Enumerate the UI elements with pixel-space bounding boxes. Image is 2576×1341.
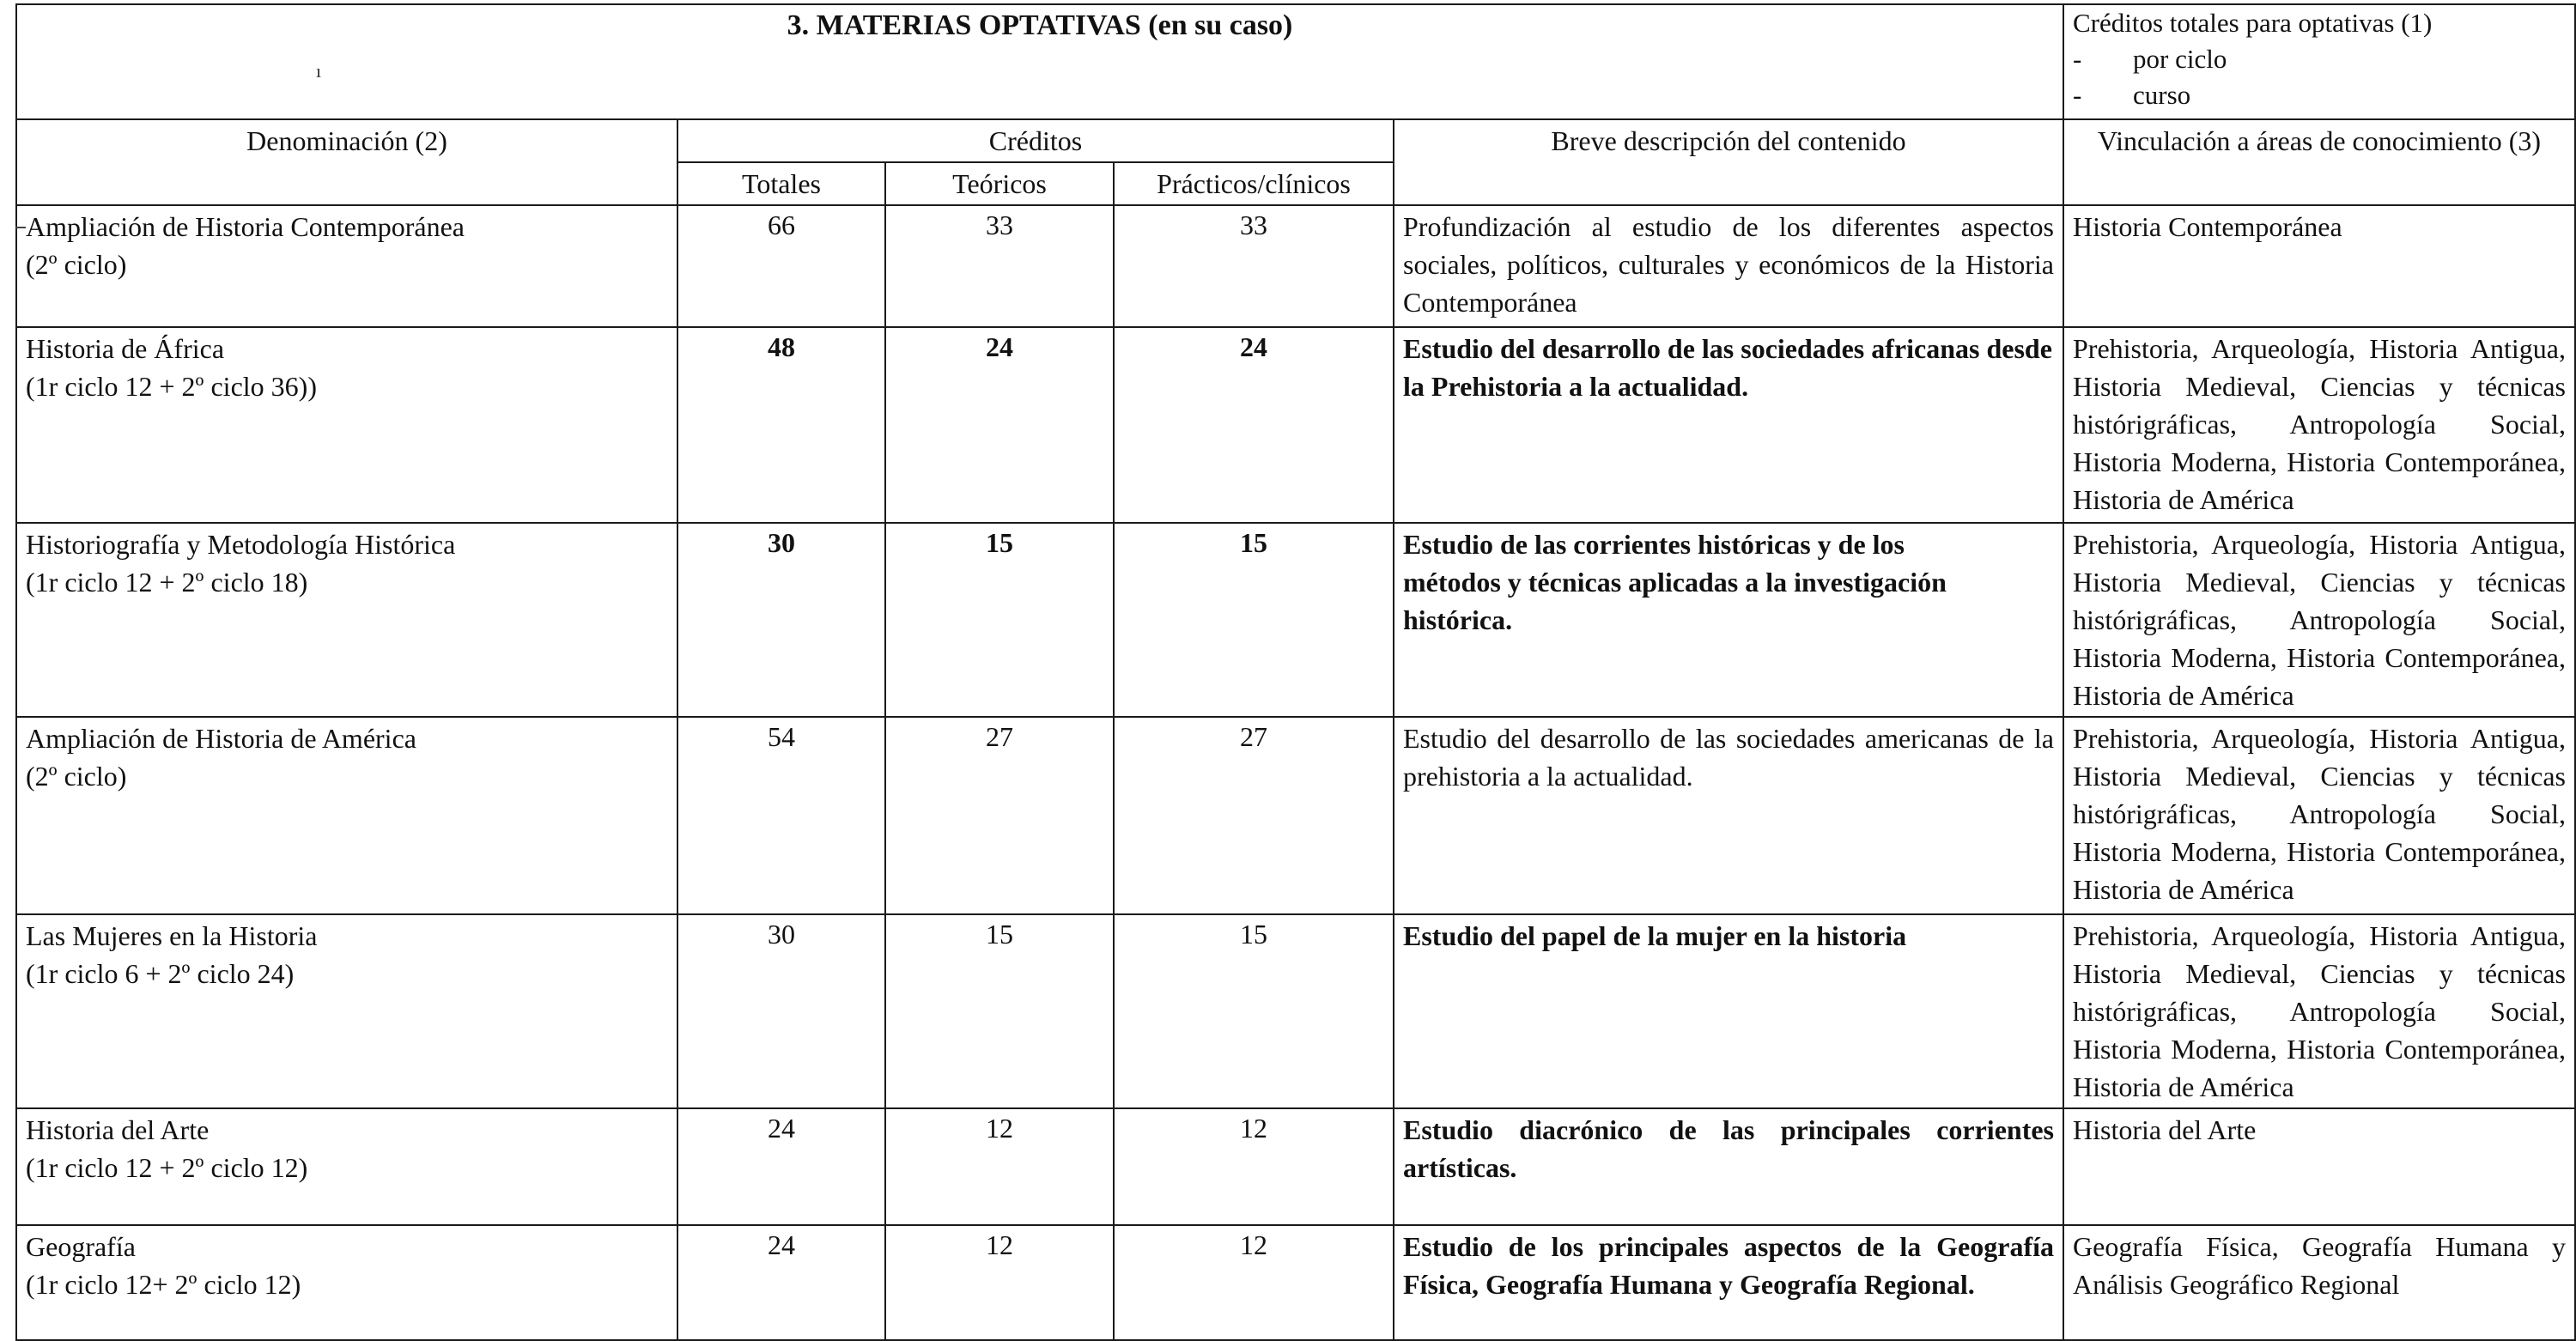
credits-teoricos: 15 (885, 523, 1114, 717)
credits-item (2073, 77, 2566, 113)
title-row (16, 4, 2575, 119)
subject-name: Historia de África (26, 333, 225, 364)
credits-teoricos: 12 (885, 1225, 1114, 1340)
description: Estudio de las corrientes históricas y de los métodos y técnicas aplicadas a la investigación histórica. (1394, 523, 2063, 717)
subject-cycle: (2º ciclo) (26, 761, 127, 792)
credits-totales: 24 (677, 1108, 885, 1225)
credits-totales: 54 (677, 717, 885, 914)
description: Estudio del desarrollo de las sociedades americanas de la prehistoria a la actualidad. (1394, 717, 2063, 914)
credits-totales: 30 (677, 914, 885, 1108)
credits-practicos: 15 (1114, 523, 1394, 717)
knowledge-areas: Prehistoria, Arqueología, Historia Antigua, Historia Medieval, Ciencias y técnicas histórigráficas, Antropología Social, Historia Moderna, Historia Contemporánea, Historia de América (2063, 914, 2575, 1108)
credits-totales: 24 (677, 1225, 885, 1340)
subject-cell (16, 205, 677, 327)
credits-item-label: por ciclo (2133, 44, 2227, 74)
subject-cell (16, 1108, 677, 1225)
knowledge-areas: Geografía Física, Geografía Humana y Análisis Geográfico Regional (2063, 1225, 2575, 1340)
table-row (16, 1108, 2575, 1225)
section-title: 3. MATERIAS OPTATIVAS (en su caso) (16, 4, 2063, 119)
table-row (16, 717, 2575, 914)
table-row (16, 327, 2575, 523)
margin-mark (15, 227, 26, 228)
table-row (16, 1225, 2575, 1340)
col-descripcion: Breve descripción del contenido (1394, 119, 2063, 205)
credits-practicos: 12 (1114, 1225, 1394, 1340)
credits-practicos: 15 (1114, 914, 1394, 1108)
subject-name: Las Mujeres en la Historia (26, 920, 318, 951)
subject-name: Historiografía y Metodología Histórica (26, 529, 456, 560)
credits-teoricos: 24 (885, 327, 1114, 523)
subject-cell (16, 327, 677, 523)
credits-practicos: 33 (1114, 205, 1394, 327)
knowledge-areas: Prehistoria, Arqueología, Historia Antigua, Historia Medieval, Ciencias y técnicas histórigráficas, Antropología Social, Historia Moderna, Historia Contemporánea, Historia de América (2063, 717, 2575, 914)
description: Estudio del papel de la mujer en la historia (1394, 914, 2063, 1108)
col-vinculacion: Vinculación a áreas de conocimiento (3) (2063, 119, 2575, 205)
col-practicos: Prácticos/clínicos (1114, 162, 1394, 205)
credits-total-cell (2063, 4, 2575, 119)
header-row (16, 119, 2575, 162)
credits-total-label: Créditos totales para optativas (1) (2073, 8, 2433, 38)
col-totales: Totales (677, 162, 885, 205)
knowledge-areas: Prehistoria, Arqueología, Historia Antigua, Historia Medieval, Ciencias y técnicas histórigráficas, Antropología Social, Historia Moderna, Historia Contemporánea, Historia de América (2063, 327, 2575, 523)
subject-name: Ampliación de Historia de América (26, 723, 416, 754)
knowledge-areas: Prehistoria, Arqueología, Historia Antigua, Historia Medieval, Ciencias y técnicas histórigráficas, Antropología Social, Historia Moderna, Historia Contemporánea, Historia de América (2063, 523, 2575, 717)
credits-teoricos: 12 (885, 1108, 1114, 1225)
col-teoricos: Teóricos (885, 162, 1114, 205)
description: Profundización al estudio de los diferentes aspectos sociales, políticos, culturales y económicos de la Historia Contemporánea (1394, 205, 2063, 327)
credits-totales: 48 (677, 327, 885, 523)
credits-totales: 66 (677, 205, 885, 327)
subject-cell (16, 523, 677, 717)
credits-teoricos: 27 (885, 717, 1114, 914)
subject-cycle: (1r ciclo 12 + 2º ciclo 18) (26, 567, 308, 598)
subject-cell (16, 1225, 677, 1340)
credits-practicos: 24 (1114, 327, 1394, 523)
credits-teoricos: 15 (885, 914, 1114, 1108)
document-page (15, 3, 2574, 1305)
table-row (16, 205, 2575, 327)
description: Estudio del desarrollo de las sociedades africanas desde la Prehistoria a la actualidad. (1394, 327, 2063, 523)
subject-cell (16, 717, 677, 914)
credits-practicos: 27 (1114, 717, 1394, 914)
stray-mark: ı (316, 60, 322, 82)
credits-teoricos: 33 (885, 205, 1114, 327)
description: Estudio diacrónico de las principales corrientes artísticas. (1394, 1108, 2063, 1225)
table-row (16, 914, 2575, 1108)
dash-bullet: - (2073, 80, 2082, 110)
subject-name: Geografía (26, 1231, 136, 1262)
subject-cycle: (1r ciclo 6 + 2º ciclo 24) (26, 958, 295, 989)
description: Estudio de los principales aspectos de la Geografía Física, Geografía Humana y Geografía Regional. (1394, 1225, 2063, 1340)
subject-cycle: (1r ciclo 12+ 2º ciclo 12) (26, 1269, 301, 1300)
subject-name: Historia del Arte (26, 1114, 210, 1145)
subject-cell (16, 914, 677, 1108)
subject-name: Ampliación de Historia Contemporánea (26, 211, 465, 242)
col-denominacion: Denominación (2) (16, 119, 677, 205)
knowledge-areas: Historia del Arte (2063, 1108, 2575, 1225)
dash-bullet: - (2073, 44, 2082, 74)
table-row (16, 523, 2575, 717)
credits-item (2073, 41, 2566, 77)
col-creditos: Créditos (677, 119, 1394, 162)
credits-totales: 30 (677, 523, 885, 717)
credits-item-label: curso (2133, 80, 2191, 110)
credits-practicos: 12 (1114, 1108, 1394, 1225)
subject-cycle: (1r ciclo 12 + 2º ciclo 36)) (26, 371, 317, 402)
subject-cycle: (2º ciclo) (26, 249, 127, 280)
subject-cycle: (1r ciclo 12 + 2º ciclo 12) (26, 1152, 308, 1183)
optativas-table (15, 3, 2576, 1341)
knowledge-areas: Historia Contemporánea (2063, 205, 2575, 327)
